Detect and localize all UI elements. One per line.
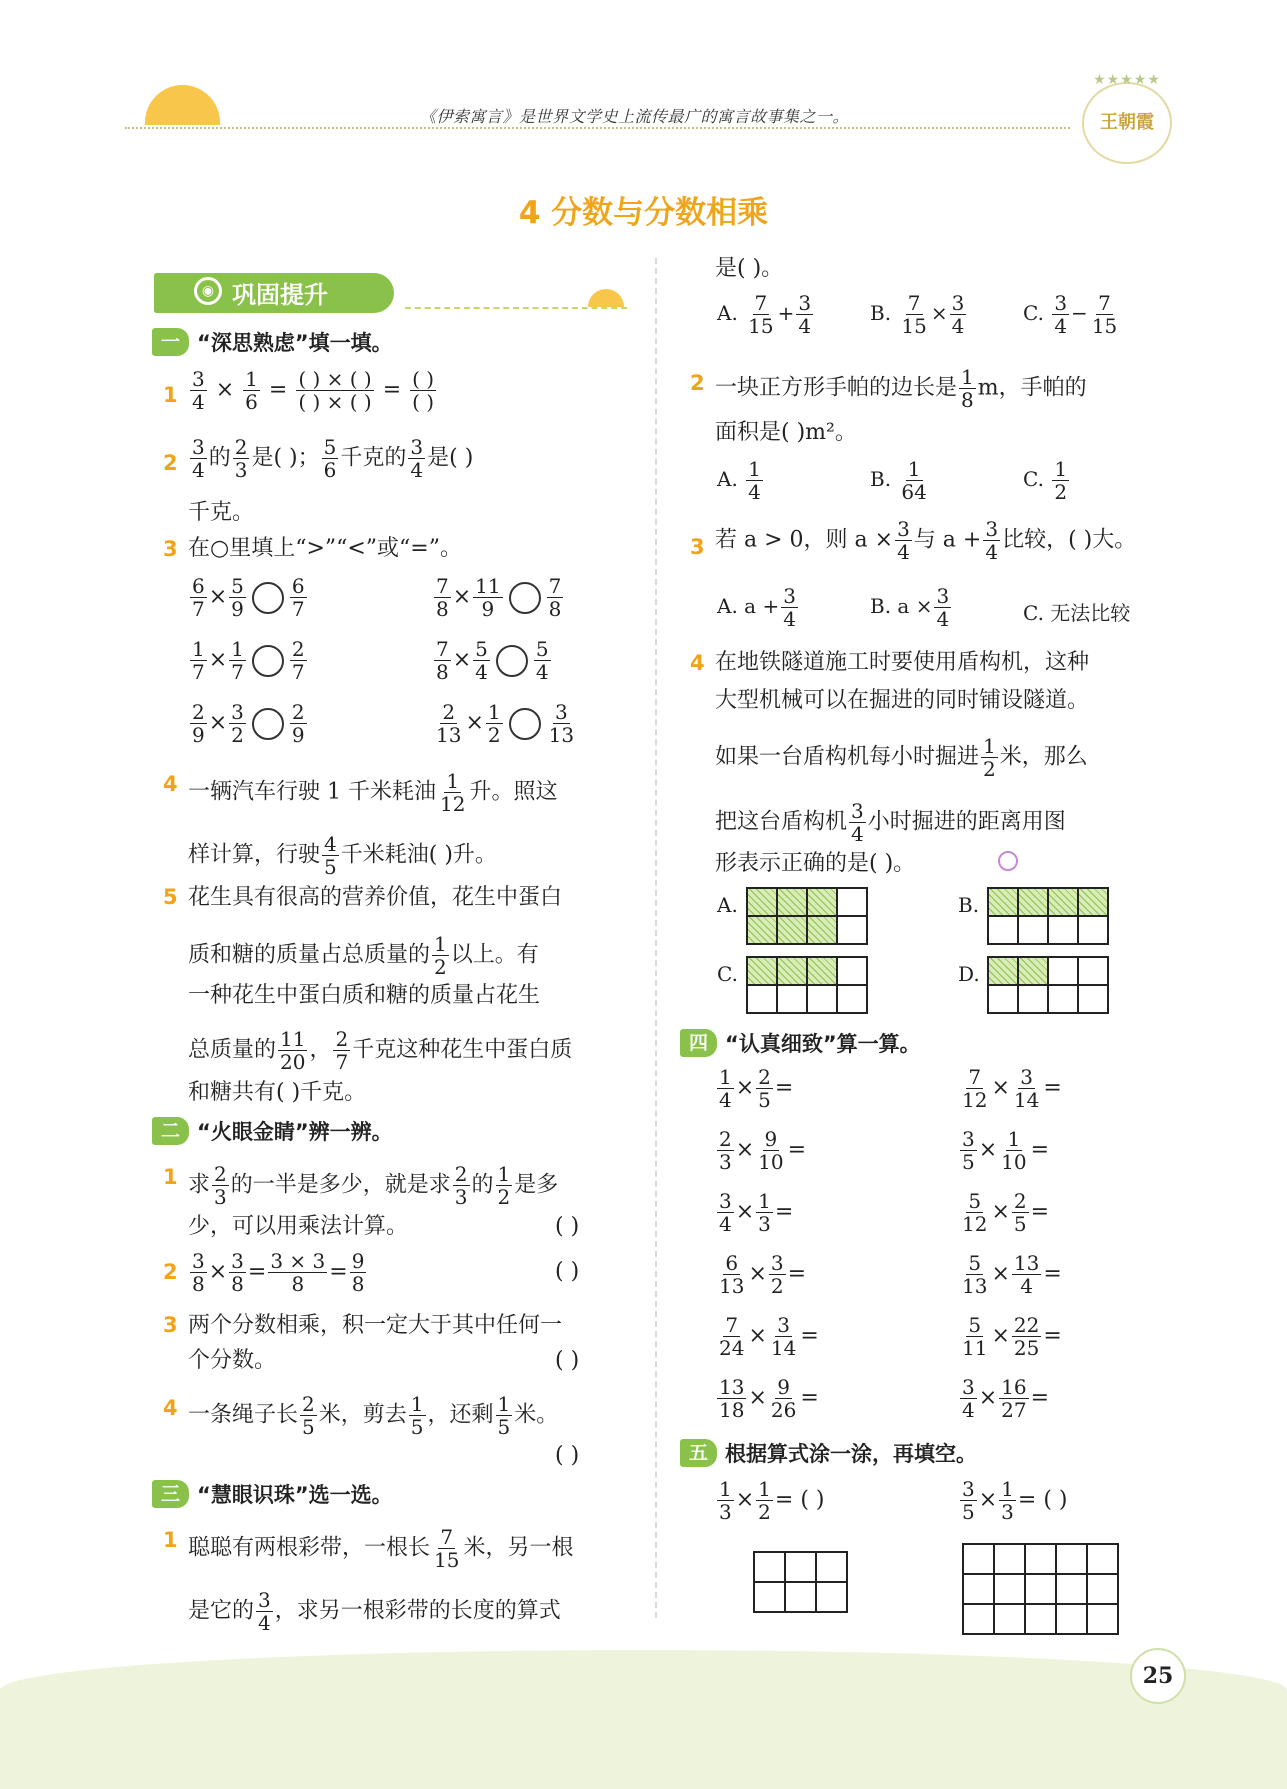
option-label-a: A. — [717, 893, 738, 917]
s3-q1-line3: 是( )。 — [715, 256, 784, 281]
s3-q3-line1: 若 a > 0，则 a × $\frac{3}{4}$ 与 a + $\frac{3}{4}$ 比较，( )大。 — [715, 517, 1137, 564]
s2-q2-expression: $\frac{3}{8}$ × $\frac{3}{8}$ = $\frac{3 \times 3}{8}$ = $\frac{9}{8}$ — [192, 1249, 365, 1296]
s2-q1-line1: 求 $\frac{2}{3}$ 的一半是多少，就是求 $\frac{2}{3}$ 的 $\frac{1}{2}$ 是多 — [188, 1162, 559, 1209]
option-b[interactable]: B. $\frac{1}{64}$ — [870, 457, 927, 504]
section-3-heading — [152, 1479, 393, 1509]
compare-item: $\frac{2}{13}$ × $\frac{1}{2}$ $\frac{3}{13}$ — [436, 700, 575, 747]
option-label-b: B. — [958, 893, 980, 917]
compare-circle[interactable] — [252, 708, 284, 740]
calc-item[interactable]: $\frac{3}{5}$ × $\frac{1}{10}$ = — [962, 1127, 1050, 1174]
s1-q5-line5: 和糖共有( )千克。 — [188, 1080, 367, 1105]
hint-icon — [998, 851, 1018, 871]
s1-q5-line4: 总质量的 $\frac{11}{20}$ ， $\frac{2}{7}$ 千克这种花生中蛋白质 — [188, 1027, 573, 1074]
question-number: 2 — [163, 451, 178, 475]
answer-blank[interactable]: ( ) — [1043, 1487, 1068, 1513]
s3-q2-line1: 一块正方形手帕的边长是 $\frac{1}{8}$ m，手帕的 — [715, 365, 1087, 412]
section-2-heading — [152, 1116, 393, 1146]
s1-q1-expression: $\frac{3}{4}$ × $\frac{1}{6}$ = $\frac{( ) \times ( )}{( ) \times ( )}$ = $\frac{( )}{( )}$ — [192, 367, 435, 414]
s3-q4-line5: 形表示正确的是( )。 — [715, 851, 916, 876]
s1-q4-line2: 样计算，行驶 $\frac{4}{5}$ 千米耗油( )升。 — [188, 832, 497, 879]
page-title: 4 分数与分数相乘 — [518, 195, 769, 231]
header-quote: 《伊索寓言》是世界文学史上流传最广的寓言故事集之一。 — [420, 107, 850, 126]
coloring-grid-2[interactable] — [962, 1543, 1119, 1635]
s1-q5-line3: 一种花生中蛋白质和糖的质量占花生 — [188, 983, 541, 1008]
s2-q4-text: 一条绳子长 $\frac{2}{5}$ 米，剪去 $\frac{1}{5}$ ，还剩 $\frac{1}{5}$ 米。 — [188, 1392, 559, 1439]
calc-item[interactable]: $\frac{3}{4}$ × $\frac{16}{27}$ = — [962, 1375, 1050, 1422]
calc-item[interactable]: $\frac{7}{24}$ × $\frac{3}{14}$ = — [719, 1313, 819, 1360]
question-number: 4 — [163, 772, 178, 796]
calc-item[interactable]: $\frac{7}{12}$ × $\frac{3}{14}$ = — [962, 1065, 1062, 1112]
option-c[interactable]: C. 无法比较 — [1023, 601, 1131, 625]
s3-q4-line2: 大型机械可以在掘进的同时铺设隧道。 — [715, 688, 1090, 713]
question-number: 1 — [163, 1528, 178, 1552]
option-label-c: C. — [717, 962, 738, 986]
section-title: “深思熟虑”填一填。 — [197, 331, 393, 355]
question-number: 1 — [163, 383, 178, 407]
option-a-grid[interactable] — [746, 887, 868, 945]
s1-q5-line1: 花生具有很高的营养价值，花生中蛋白 — [188, 885, 563, 910]
s2-q3-line2: 个分数。 — [188, 1348, 277, 1373]
s2-q3-line1: 两个分数相乘，积一定大于其中任何一 — [188, 1313, 563, 1338]
question-number: 4 — [690, 651, 705, 675]
section-number: 三 — [152, 1480, 189, 1508]
answer-blank[interactable]: ( ) — [800, 1487, 825, 1513]
section-title: “认真细致”算一算。 — [725, 1032, 921, 1056]
s1-q4-line1: 一辆汽车行驶 1 千米耗油 $\frac{1}{12}$ 升。照这 — [188, 769, 558, 816]
badge-stars: ★★★★★ — [1093, 72, 1161, 88]
question-number: 4 — [163, 1396, 178, 1420]
calc-item[interactable]: $\frac{6}{13}$ × $\frac{3}{2}$ = — [719, 1251, 807, 1298]
s3-q2-line2: 面积是( )m²。 — [715, 420, 857, 445]
compare-item: $\frac{6}{7}$ × $\frac{5}{9}$ $\frac{6}{7}$ — [192, 574, 305, 621]
section-5-heading — [680, 1438, 977, 1468]
s1-q5-line2: 质和糖的质量占总质量的 $\frac{1}{2}$ 以上。有 — [188, 932, 539, 979]
calc-item[interactable]: $\frac{13}{18}$ × $\frac{9}{26}$ = — [719, 1375, 819, 1422]
banner-label: 巩固提升 — [232, 281, 328, 309]
color-expression-1: $\frac{1}{3}$ × $\frac{1}{2}$ = ( ) — [719, 1477, 825, 1524]
option-b-grid[interactable] — [987, 887, 1109, 945]
option-c[interactable]: C. $\frac{3}{4}$ − $\frac{7}{15}$ — [1023, 291, 1118, 338]
compare-item: $\frac{1}{7}$ × $\frac{1}{7}$ $\frac{2}{7}$ — [192, 637, 305, 684]
judge-blank[interactable]: ( ) — [555, 1443, 580, 1468]
column-divider — [655, 258, 657, 1618]
sun-decoration — [145, 85, 220, 125]
brand-badge — [1082, 72, 1172, 164]
s3-q1-line2: 是它的 $\frac{3}{4}$ ，求另一根彩带的长度的算式 — [188, 1588, 561, 1635]
question-number: 5 — [163, 885, 178, 909]
s1-q2-text-cont: 千克。 — [188, 500, 255, 525]
section-1-heading — [152, 327, 393, 357]
question-number: 3 — [163, 1313, 178, 1337]
section-4-heading — [680, 1028, 921, 1058]
section-title: 根据算式涂一涂，再填空。 — [725, 1442, 978, 1466]
footer-decoration — [0, 1650, 1287, 1789]
answer-fraction-blank[interactable]: $\frac{( )}{( )}$ — [412, 367, 435, 414]
section-number: 二 — [152, 1117, 189, 1145]
coloring-grid-1[interactable] — [753, 1551, 848, 1613]
compare-circle[interactable] — [252, 645, 284, 677]
calc-item[interactable]: $\frac{3}{4}$ × $\frac{1}{3}$ = — [719, 1189, 794, 1236]
question-number: 3 — [163, 537, 178, 561]
option-d-grid[interactable] — [987, 956, 1109, 1014]
calc-item[interactable]: $\frac{5}{12}$ × $\frac{2}{5}$ = — [962, 1189, 1050, 1236]
header-dotted-line — [125, 127, 1070, 129]
judge-blank[interactable]: ( ) — [555, 1214, 580, 1239]
option-a[interactable]: A. $\frac{7}{15}$ + $\frac{3}{4}$ — [717, 291, 812, 338]
color-expression-2: $\frac{3}{5}$ × $\frac{1}{3}$ = ( ) — [962, 1477, 1068, 1524]
calc-item[interactable]: $\frac{5}{13}$ × $\frac{13}{4}$ = — [962, 1251, 1062, 1298]
question-number: 1 — [163, 1165, 178, 1189]
page-number: 25 — [1130, 1648, 1186, 1704]
section-number: 四 — [680, 1029, 717, 1057]
option-a[interactable]: A. $\frac{1}{4}$ — [717, 457, 761, 504]
s1-q2-text: $\frac{3}{4}$ 的 $\frac{2}{3}$ 是( )； $\frac{5}{6}$ 千克的 $\frac{3}{4}$ 是( ) — [192, 435, 474, 482]
answer-fraction-blank[interactable]: $\frac{( ) \times ( )}{( ) \times ( )}$ — [298, 367, 372, 414]
section-number: 五 — [680, 1439, 717, 1467]
s3-q4-line4: 把这台盾构机 $\frac{3}{4}$ 小时掘进的距离用图 — [715, 799, 1066, 846]
s2-q1-line2: 少，可以用乘法计算。 — [188, 1214, 409, 1239]
calc-item[interactable]: $\frac{1}{4}$ × $\frac{2}{5}$ = — [719, 1065, 794, 1112]
compare-circle[interactable] — [252, 582, 284, 614]
fraction: $\frac{3}{4}$ — [192, 367, 205, 414]
compare-circle[interactable] — [509, 708, 541, 740]
s1-q3-text: 在○里填上“>”“<”或“=”。 — [188, 536, 462, 561]
small-sun-icon — [588, 289, 624, 307]
target-icon: ◉ — [194, 277, 222, 305]
option-a[interactable]: A. a + $\frac{3}{4}$ — [717, 584, 796, 631]
option-b[interactable]: B. $\frac{7}{15}$ × $\frac{3}{4}$ — [870, 291, 965, 338]
section-number: 一 — [152, 328, 189, 356]
fraction: $\frac{1}{6}$ — [245, 367, 258, 414]
compare-item: $\frac{7}{8}$ × $\frac{5}{4}$ $\frac{5}{4}$ — [436, 637, 549, 684]
compare-item: $\frac{7}{8}$ × $\frac{11}{9}$ $\frac{7}{8}$ — [436, 574, 562, 621]
question-number: 2 — [690, 371, 705, 395]
question-number: 3 — [690, 535, 705, 559]
option-c[interactable]: C. $\frac{1}{2}$ — [1023, 457, 1068, 504]
badge-text: 王朝霞 — [1100, 112, 1154, 133]
question-number: 2 — [163, 1260, 178, 1284]
s3-q4-line1: 在地铁隧道施工时要使用盾构机，这种 — [715, 650, 1090, 675]
section-title: “火眼金睛”辨一辨。 — [197, 1120, 393, 1144]
option-c-grid[interactable] — [746, 956, 868, 1014]
option-label-d: D. — [958, 962, 980, 986]
compare-circle[interactable] — [496, 645, 528, 677]
option-b[interactable]: B. a × $\frac{3}{4}$ — [870, 584, 950, 631]
judge-blank[interactable]: ( ) — [555, 1259, 580, 1284]
s3-q4-line3: 如果一台盾构机每小时掘进 $\frac{1}{2}$ 米，那么 — [715, 734, 1088, 781]
s3-q1-line1: 聪聪有两根彩带，一根长 $\frac{7}{15}$ 米，另一根 — [188, 1525, 574, 1572]
section-title: “慧眼识珠”选一选。 — [197, 1483, 393, 1507]
calc-item[interactable]: $\frac{2}{3}$ × $\frac{9}{10}$ = — [719, 1127, 807, 1174]
calc-item[interactable]: $\frac{5}{11}$ × $\frac{22}{25}$ = — [962, 1313, 1062, 1360]
compare-circle[interactable] — [509, 582, 541, 614]
judge-blank[interactable]: ( ) — [555, 1348, 580, 1373]
compare-item: $\frac{2}{9}$ × $\frac{3}{2}$ $\frac{2}{9}$ — [192, 700, 305, 747]
banner-dotted-line — [405, 307, 627, 309]
